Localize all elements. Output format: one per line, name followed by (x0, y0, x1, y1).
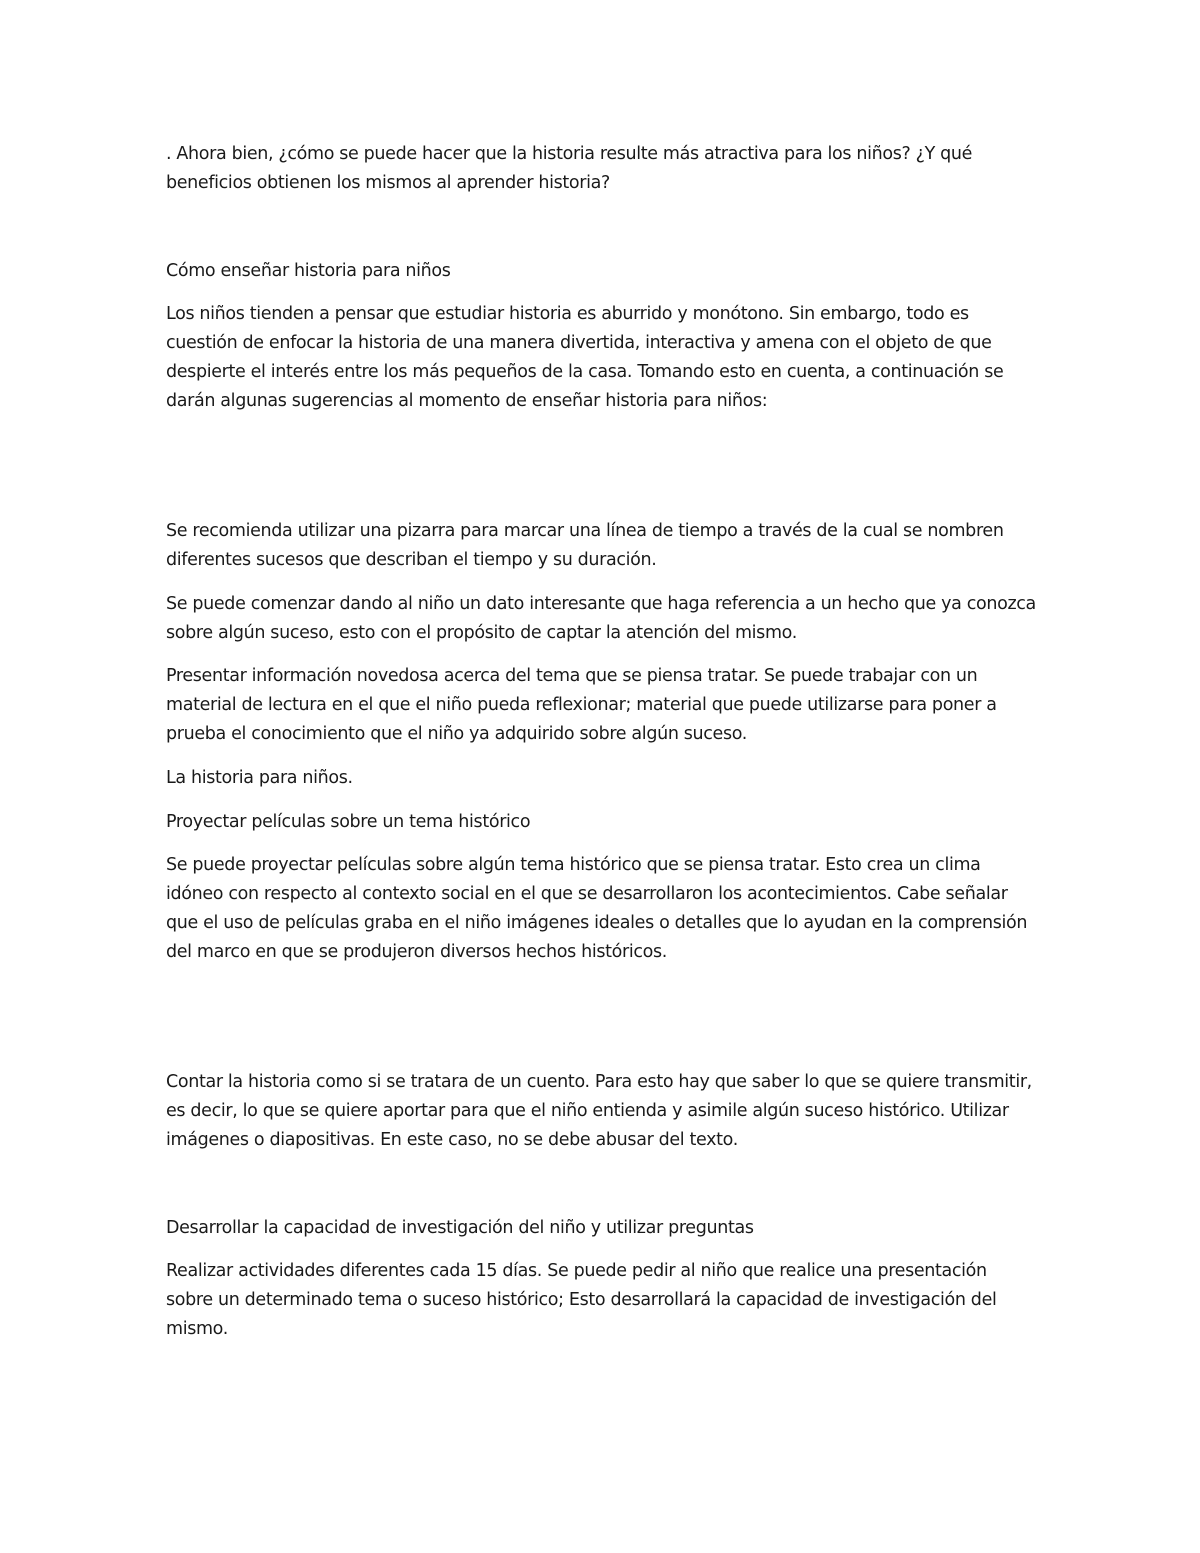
paragraph-pizarra: Se recomienda utilizar una pizarra para marcar una línea de tiempo a través de la cual se nombren diferentes sucesos que describan el tiempo y su duración. (166, 521, 1004, 570)
section-heading-peliculas: Proyectar películas sobre un tema histórico (166, 812, 531, 832)
paragraph-informacion-novedosa: Presentar información novedosa acerca del tema que se piensa tratar. Se puede trabajar con un material de lectura en el que el niño pueda reflexionar; material que puede utilizarse para poner a prueba el conocimiento que el niño ya adquirido sobre algún suceso. (166, 666, 997, 744)
section-heading-investigacion: Desarrollar la capacidad de investigación del niño y utilizar preguntas (166, 1218, 754, 1238)
section-heading-historia-ninos: La historia para niños. (166, 768, 353, 788)
paragraph-proyectar-peliculas: Se puede proyectar películas sobre algún tema histórico que se piensa tratar. Esto crea un clima idóneo con respecto al contexto social en el que se desarrollaron los acontecimientos. Cabe señalar que el uso de películas graba en el niño imágenes ideales o detalles que lo ayudan en la comprensión del marco en que se produjeron diversos hechos históricos. (166, 855, 1028, 962)
section-heading-como-ensenar: Cómo enseñar historia para niños (166, 261, 451, 281)
paragraph-dato-interesante: Se puede comenzar dando al niño un dato interesante que haga referencia a un hecho que ya conozca sobre algún suceso, esto con el propósito de captar la atención del mismo. (166, 594, 1036, 643)
paragraph-contar-historia: Contar la historia como si se tratara de un cuento. Para esto hay que saber lo que se quiere transmitir, es decir, lo que se quiere aportar para que el niño entienda y asimile algún suceso histórico. Utilizar imágenes o diapositivas. En este caso, no se debe abusar del texto. (166, 1072, 1032, 1150)
paragraph-actividades: Realizar actividades diferentes cada 15 días. Se puede pedir al niño que realice una presentación sobre un determinado tema o suceso histórico; Esto desarrollará la capacidad de investigación del mismo. (166, 1261, 997, 1339)
intro-paragraph: . Ahora bien, ¿cómo se puede hacer que la historia resulte más atractiva para los niños? ¿Y qué beneficios obtienen los mismos al aprender historia? (166, 144, 973, 193)
paragraph-ninos-tienden: Los niños tienden a pensar que estudiar historia es aburrido y monótono. Sin embargo, todo es cuestión de enfocar la historia de una manera divertida, interactiva y amena con el objeto de que despierte el interés entre los más pequeños de la casa. Tomando esto en cuenta, a continuación se darán algunas sugerencias al momento de enseñar historia para niños: (166, 304, 1004, 411)
